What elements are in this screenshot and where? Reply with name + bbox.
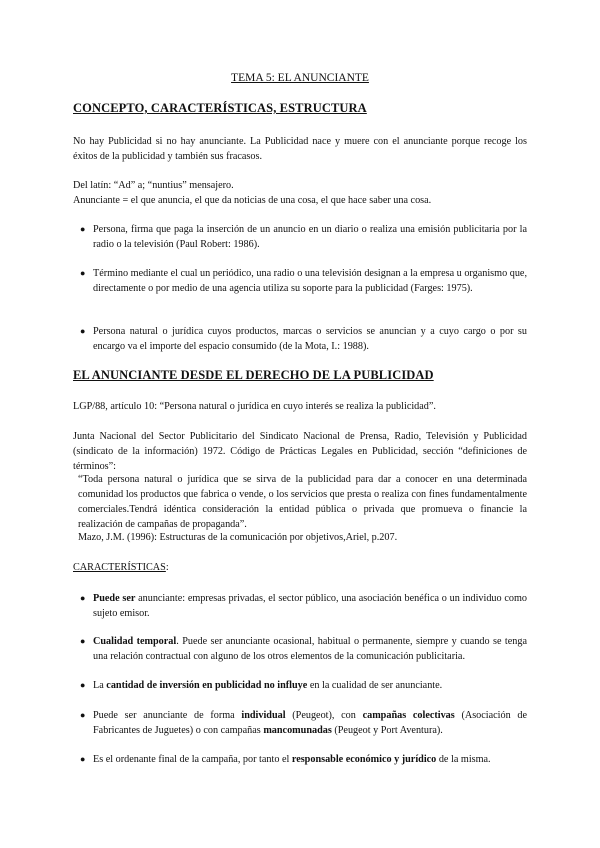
citation: Mazo, J.M. (1996): Estructuras de la comunicación por objetivos,Ariel, p.207. xyxy=(78,532,398,543)
bullet-icon: ● xyxy=(80,326,86,336)
section-heading-caracteristicas: CARACTERÍSTICAS: xyxy=(73,562,169,573)
quote-paragraph: “Toda persona natural o jurídica que se sirva de la publicidad para dar a conocer en una determinada comunidad los productos que fabrica o vende, o los servicios que presta o realiza con fines fundamentalmente comerciales.Tendrá idéntica consideración la entidad pública o privada que promueva o financie la realización de campañas de propaganda”. xyxy=(78,474,527,530)
intro-paragraph: No hay Publicidad si no hay anunciante. La Publicidad nace y muere con el anunciante porque recoge los éxitos de la publicidad y también sus fracasos. xyxy=(73,136,527,162)
page-title: TEMA 5: EL ANUNCIANTE xyxy=(231,72,369,84)
bullet-icon: ● xyxy=(80,593,86,603)
characteristic-text: Puede ser anunciante de forma individual (Peugeot), con campañas colectivas (Asociación de Fabricantes de Juguetes) o con campañas mancomunadas (Peugeot y Port Aventura). xyxy=(93,710,528,736)
characteristic-text: Es el ordenante final de la campaña, por tanto el responsable económico y jurídico de la misma. xyxy=(93,754,491,765)
definition-text: Persona natural o jurídica cuyos productos, marcas o servicios se anuncian y a cuyo cargo o por su encargo va el importe del espacio consumido (de la Mota, I.: 1988). xyxy=(93,326,527,352)
section-heading-concepto: CONCEPTO, CARACTERÍSTICAS, ESTRUCTURA xyxy=(73,101,367,115)
definition-text: Persona, firma que paga la inserción de un anuncio en un diario o realiza una emisión publicitaria por la radio o la televisión (Paul Robert: 1986). xyxy=(93,224,527,250)
bullet-icon: ● xyxy=(80,710,86,720)
etymology-line: Del latín: “Ad” a; “nuntius” mensajero. xyxy=(73,180,234,191)
bullet-icon: ● xyxy=(80,224,86,234)
characteristic-text: Puede ser anunciante: empresas privadas, el sector público, una asociación benéfica o un individuo como sujeto emisor. xyxy=(93,593,527,619)
definition-line: Anunciante = el que anuncia, el que da noticias de una cosa, el que hace saber una cosa. xyxy=(73,195,432,206)
characteristic-text: Cualidad temporal. Puede ser anunciante ocasional, habitual o permanente, siempre y cuando se tenga una relación contractual con alguno de los otros elementos de la comunicación publicitaria. xyxy=(93,636,527,662)
section-heading-derecho: EL ANUNCIANTE DESDE EL DERECHO DE LA PUBLICIDAD xyxy=(73,368,434,382)
junta-paragraph: Junta Nacional del Sector Publicitario del Sindicato Nacional de Prensa, Radio, Televisión y Publicidad (sindicato de la información) 1972. Código de Prácticas Legales en Publicidad, sección “definiciones de términos”: xyxy=(73,431,527,472)
definition-text: Término mediante el cual un periódico, una radio o una televisión designan a la empresa u organismo que, directamente o por medio de una agencia utiliza su soporte para la publicidad (Farges: 1975). xyxy=(93,268,527,294)
bullet-icon: ● xyxy=(80,636,86,646)
lgp-paragraph: LGP/88, artículo 10: “Persona natural o jurídica en cuyo interés se realiza la publicidad”. xyxy=(73,401,436,412)
characteristic-text: La cantidad de inversión en publicidad no influye en la cualidad de ser anunciante. xyxy=(93,680,443,691)
bullet-icon: ● xyxy=(80,680,86,690)
bullet-icon: ● xyxy=(80,754,86,764)
bullet-icon: ● xyxy=(80,268,86,278)
